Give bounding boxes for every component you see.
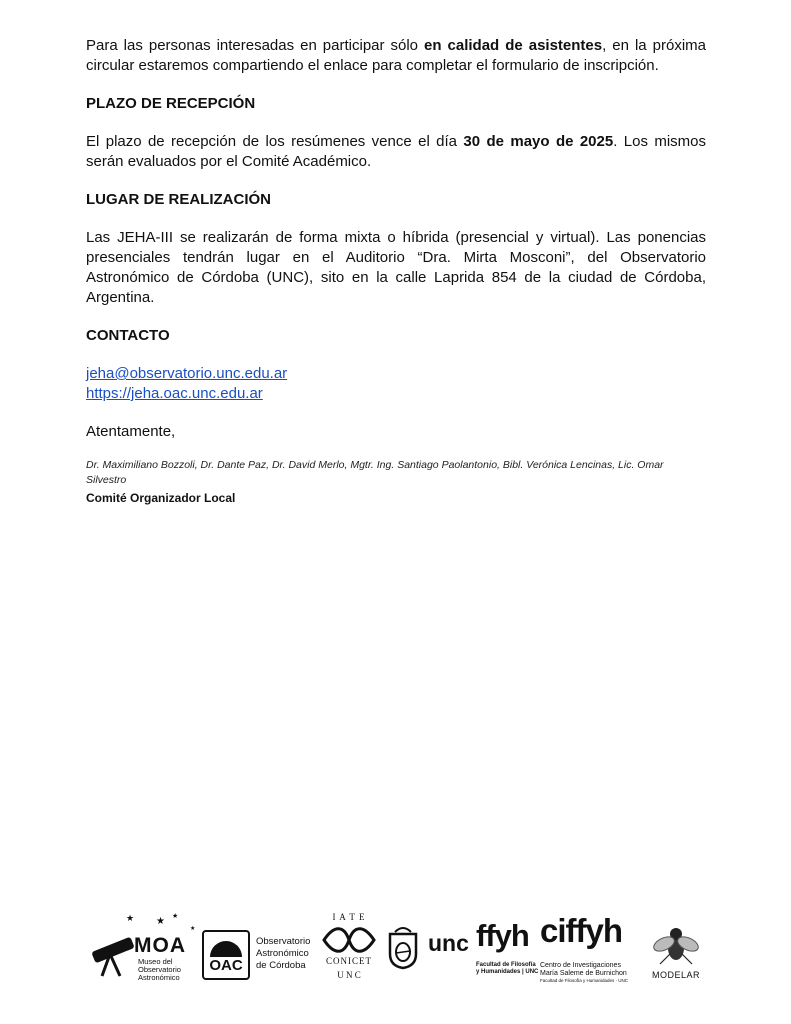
fly-icon <box>648 922 704 966</box>
dome-icon <box>204 935 248 959</box>
ffyh-logo <box>476 918 538 984</box>
ciffyh-sub-line: Centro de Investigaciones <box>540 962 621 969</box>
footer-logos <box>86 906 706 988</box>
ffyh-sub-line: Facultad de Filosofía <box>476 962 536 968</box>
modelar-text: MODELAR <box>651 970 700 980</box>
text-span: Para las personas interesadas en participar sólo <box>86 37 425 54</box>
section-heading-lugar: LUGAR DE REALIZACIÓN <box>86 191 271 208</box>
oac-emblem <box>202 930 250 980</box>
unc-spaced-text: U N C <box>337 970 361 980</box>
moa-subtitle <box>138 958 181 982</box>
ciffyh-sub-line: María Saleme de Burnichon <box>540 970 627 977</box>
lugar-paragraph: Las JEHA-III se realizarán de forma mixta o híbrida (presencial y virtual). Las ponencias presenciales tendrán lugar en el Auditorio “Dra. Mirta Mosconi”, del Observatorio Astronómico de Córdoba (UNC), sito en la calle Laprida 854 de la ciudad de Córdoba, Argentina. <box>86 229 706 306</box>
section-heading-plazo: PLAZO DE RECEPCIÓN <box>86 95 256 112</box>
email-link[interactable]: jeha@observatorio.unc.edu.ar <box>86 365 288 382</box>
seal-icon <box>386 924 420 970</box>
attendees-paragraph <box>86 36 706 76</box>
signatories: Dr. Maximiliano Bozzoli, Dr. Dante Paz, Dr. David Merlo, Mgtr. Ing. Santiago Paolantonio, Bibl. Verónica Lencinas, Lic. Omar Silvestro <box>86 459 664 486</box>
svg-text:★: ★ <box>190 926 196 932</box>
svg-text:★: ★ <box>172 913 179 920</box>
ffyh-subtitle <box>476 962 538 976</box>
section-heading-contacto: CONTACTO <box>86 327 170 344</box>
website-link[interactable]: https://jeha.oac.unc.edu.ar <box>86 385 263 402</box>
oac-line: Astronómico <box>256 948 309 959</box>
ciffyh-subtitle <box>540 962 628 984</box>
committee-name: Comité Organizador Local <box>86 491 236 505</box>
moa-sub-line: Observatorio <box>138 965 181 974</box>
text-span: . Los mismos serán evaluados por el Comité Académico. <box>86 133 706 170</box>
text-span: El plazo de recepción de los resúmenes vence el día <box>86 133 464 150</box>
moa-logo <box>88 910 196 988</box>
svg-text:★: ★ <box>126 913 135 923</box>
moa-sub-line: Museo del <box>138 957 173 966</box>
ciffyh-logo <box>538 910 640 984</box>
infinity-icon <box>316 925 382 955</box>
ffyh-sub-line: y Humanidades | UNC <box>476 969 539 975</box>
deadline-date: 30 de mayo de 2025 <box>463 133 614 150</box>
plazo-paragraph <box>86 132 706 172</box>
svg-text:★: ★ <box>156 916 165 927</box>
unc-wordmark: unc <box>428 930 469 956</box>
iate-logo <box>316 912 382 986</box>
bold-text: en calidad de asistentes <box>424 37 603 54</box>
moa-title: MOA <box>134 934 186 957</box>
document-body <box>86 36 706 507</box>
oac-logo <box>202 930 314 984</box>
unc-seal <box>386 924 420 970</box>
conicet-text: CONICET <box>326 956 372 966</box>
oac-name <box>256 936 310 972</box>
iate-text: I A T E <box>332 912 366 922</box>
modelar-logo <box>648 922 704 984</box>
text-span: , en la próxima circular estaremos compartiendo el enlace para completar el formulario de inscripción. <box>86 37 706 74</box>
moa-sub-line: Astronómico <box>138 973 180 982</box>
oac-line: de Córdoba <box>256 960 306 971</box>
ciffyh-sub-line: Facultad de Filosofía y Humanidades · UNC <box>540 978 629 983</box>
oac-line: Observatorio <box>256 936 311 947</box>
ffyh-wordmark: ffyh <box>476 918 529 953</box>
closing: Atentamente, <box>86 423 176 440</box>
oac-abbr: OAC <box>209 957 243 974</box>
ciffyh-wordmark: ciffyh <box>540 912 623 949</box>
contact-links <box>86 364 706 404</box>
